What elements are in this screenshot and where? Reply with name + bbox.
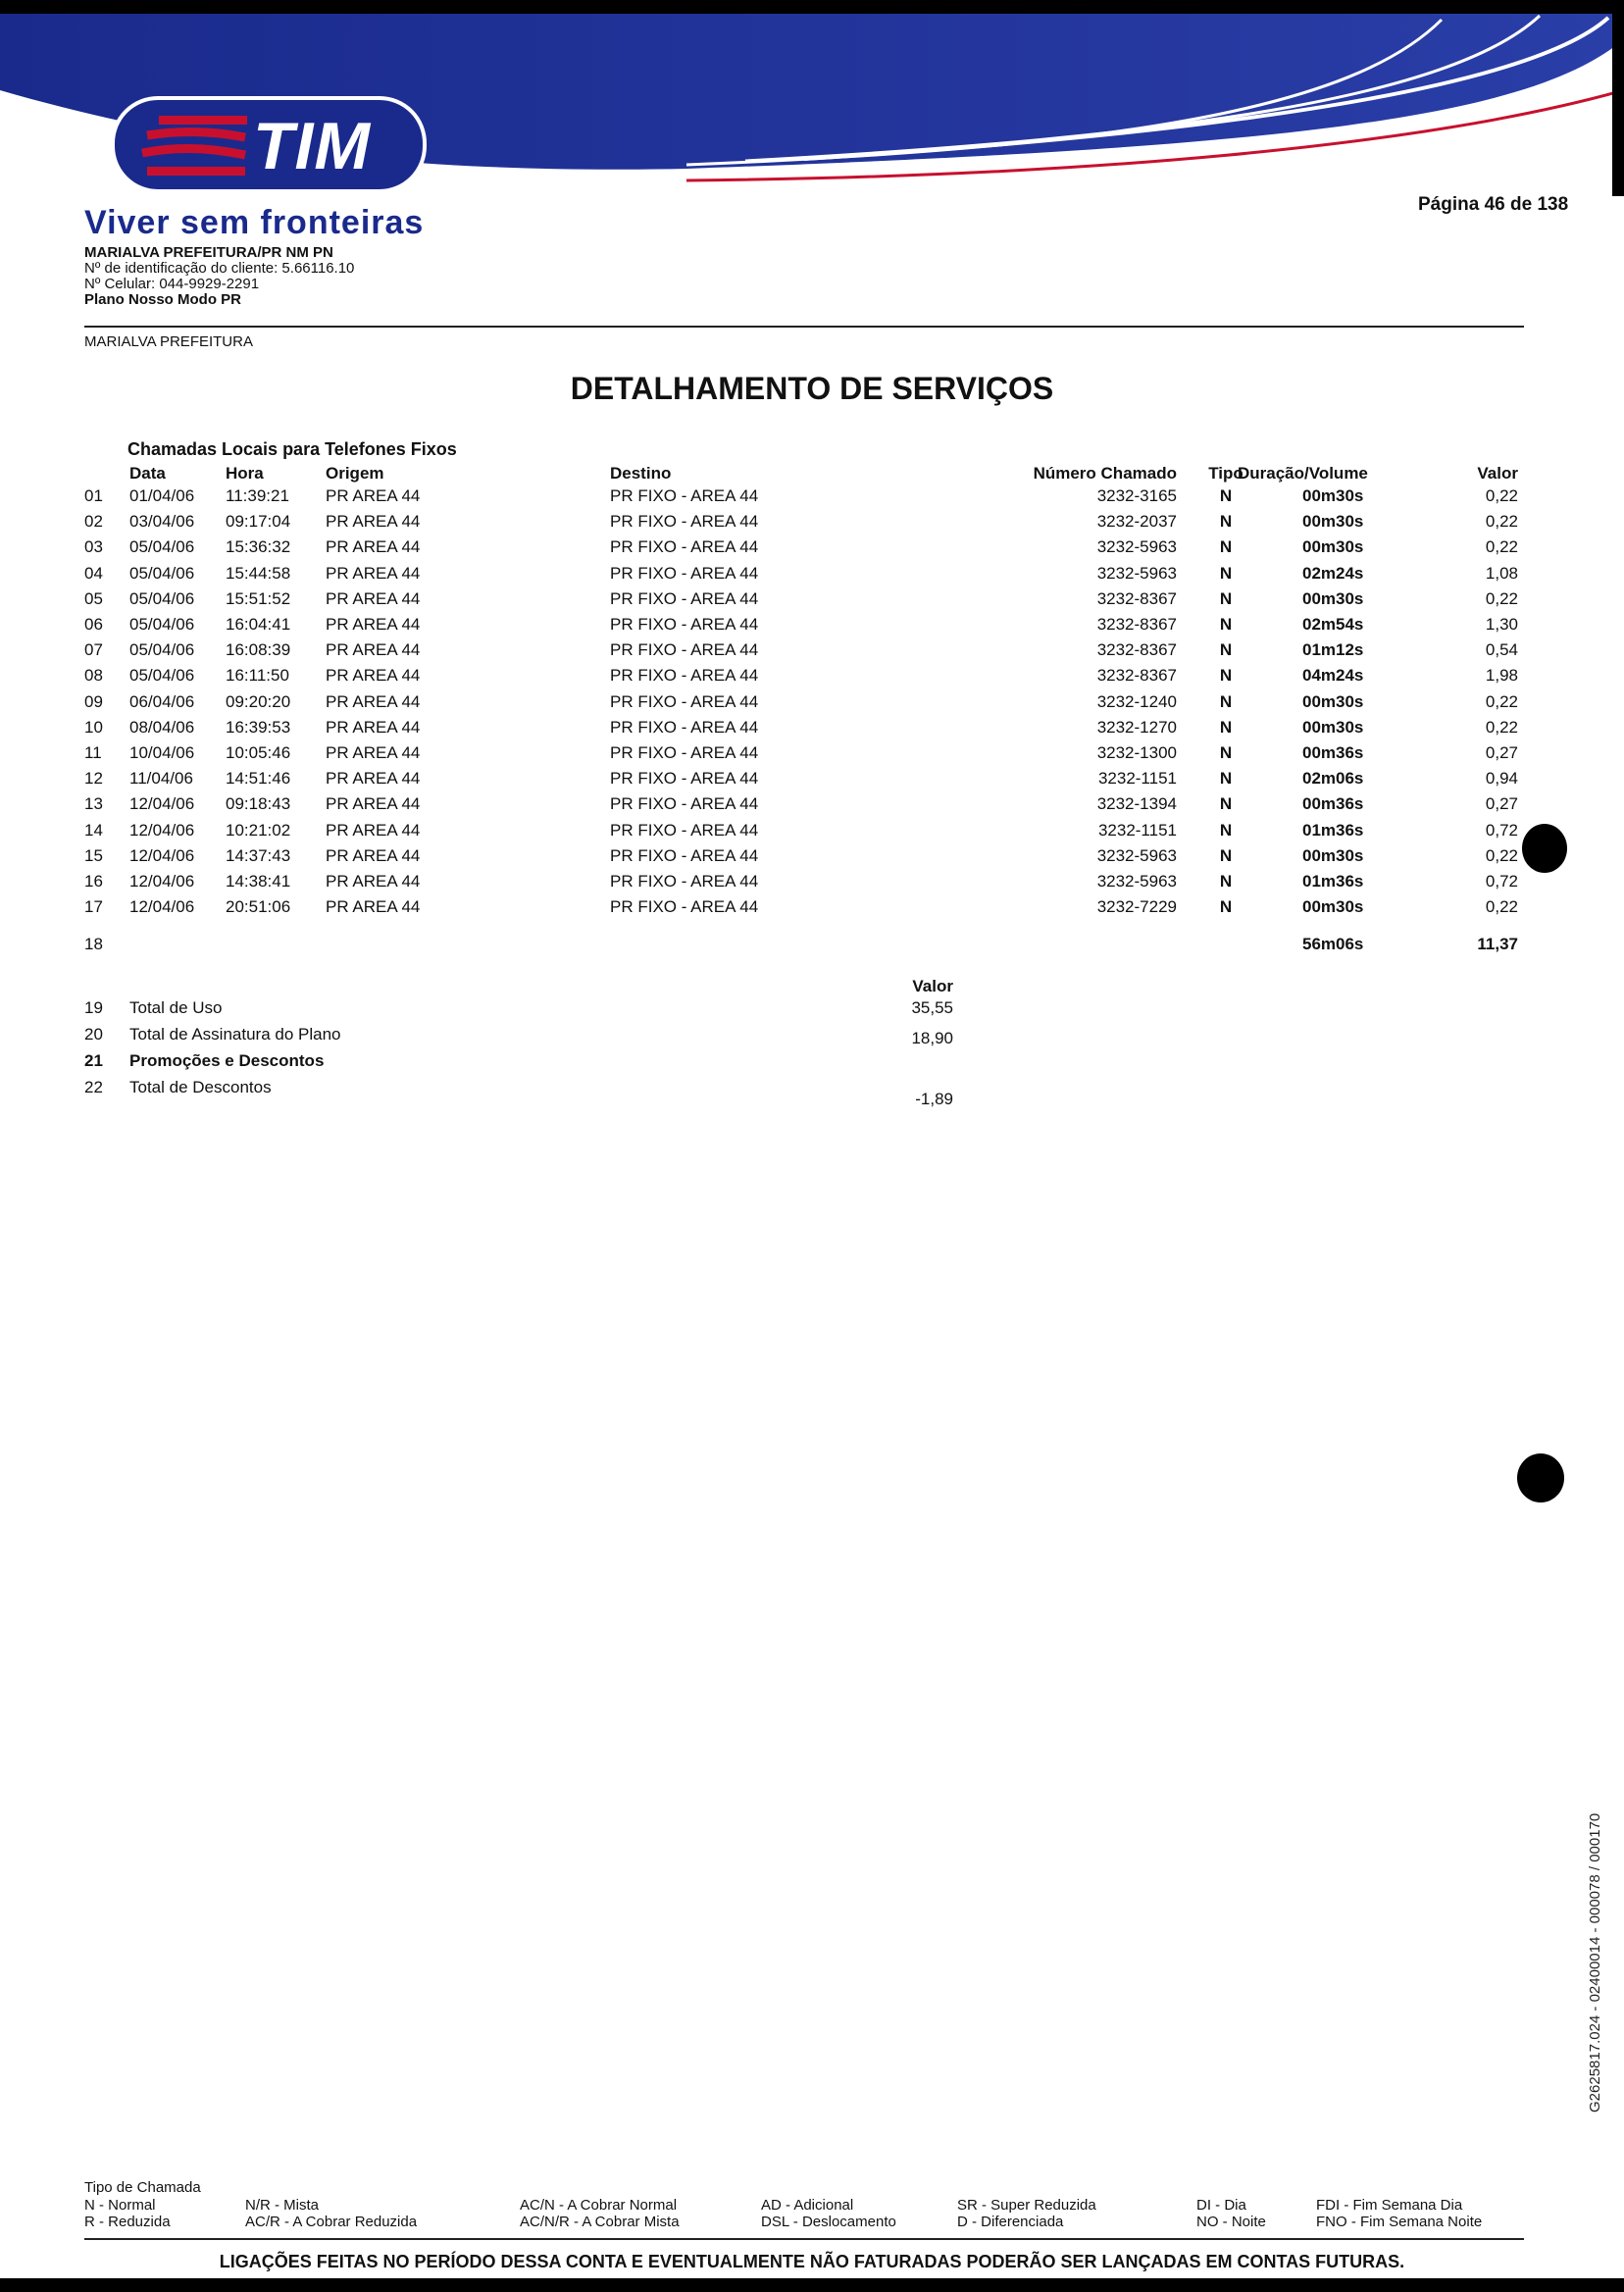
row-cell-valor: 0,94 [1485, 769, 1518, 789]
row-cell-destino: PR FIXO - AREA 44 [610, 512, 759, 532]
summary-row-value: 35,55 [911, 998, 953, 1017]
legend-item: N - Normal [84, 2197, 156, 2214]
row-cell-duracao: 00m30s [1302, 717, 1364, 737]
row-cell-destino: PR FIXO - AREA 44 [610, 769, 759, 789]
row-cell-n: 03 [84, 537, 103, 557]
row-cell-valor: 0,22 [1485, 717, 1518, 737]
row-cell-data: 05/04/06 [129, 563, 195, 583]
row-cell-numero: 3232-5963 [1096, 845, 1177, 865]
row-cell-tipo: N [1219, 640, 1233, 660]
row-cell-destino: PR FIXO - AREA 44 [610, 820, 759, 840]
row-cell-duracao: 01m36s [1302, 872, 1364, 891]
row-cell-data: 05/04/06 [129, 640, 195, 660]
col-header-origem: Origem [326, 464, 384, 483]
row-cell-tipo: N [1219, 563, 1233, 583]
footer-note: LIGAÇÕES FEITAS NO PERÍODO DESSA CONTA E EVENTUALMENTE NÃO FATURADAS PODERÃO SER LANÇADAS EM CONTAS FUTURAS. [219, 2252, 1405, 2271]
row-cell-duracao: 00m30s [1302, 537, 1364, 557]
col-header-destino: Destino [610, 464, 672, 483]
row-cell-n: 12 [84, 769, 103, 789]
row-cell-hora: 09:20:20 [226, 691, 291, 711]
row-cell-data: 05/04/06 [129, 666, 195, 686]
page-number: Página 46 de 138 [1418, 194, 1569, 215]
row-cell-origem: PR AREA 44 [326, 691, 421, 711]
row-cell-destino: PR FIXO - AREA 44 [610, 691, 759, 711]
row-cell-valor: 0,22 [1485, 897, 1518, 917]
row-cell-tipo: N [1219, 537, 1233, 557]
row-cell-n: 08 [84, 666, 103, 686]
row-cell-hora: 16:11:50 [226, 666, 289, 686]
row-cell-valor: 0,22 [1485, 588, 1518, 608]
row-cell-duracao: 00m36s [1302, 794, 1364, 814]
row-cell-destino: PR FIXO - AREA 44 [610, 563, 759, 583]
row-cell-origem: PR AREA 44 [326, 588, 421, 608]
row-cell-origem: PR AREA 44 [326, 512, 421, 532]
row-cell-destino: PR FIXO - AREA 44 [610, 486, 759, 505]
client-info [84, 245, 354, 308]
scan-dot [1517, 1453, 1564, 1503]
row-cell-n: 14 [84, 820, 103, 840]
client-phone: Nº Celular: 044-9929-2291 [84, 276, 260, 292]
row-cell-n: 01 [84, 486, 103, 505]
row-cell-origem: PR AREA 44 [326, 563, 421, 583]
row-cell-hora: 15:44:58 [226, 563, 291, 583]
row-cell-numero: 3232-1394 [1096, 794, 1177, 814]
row-cell-valor: 0,27 [1485, 743, 1518, 762]
row-cell-destino: PR FIXO - AREA 44 [610, 897, 759, 917]
legend-item: AD - Adicional [761, 2197, 854, 2214]
total-row-number: 18 [84, 935, 103, 953]
row-cell-numero: 3232-8367 [1096, 588, 1177, 608]
row-cell-hora: 15:36:32 [226, 537, 291, 557]
row-cell-valor: 0,72 [1485, 820, 1518, 840]
row-cell-hora: 09:17:04 [226, 512, 291, 532]
summary-row-label: Total de Uso [129, 998, 223, 1017]
row-cell-hora: 20:51:06 [226, 897, 291, 917]
legend-item: AC/N - A Cobrar Normal [520, 2197, 678, 2214]
row-cell-n: 13 [84, 794, 103, 814]
row-cell-n: 02 [84, 512, 103, 532]
col-header-duracao: Duração/Volume [1238, 464, 1368, 483]
client-company: MARIALVA PREFEITURA [84, 333, 253, 350]
row-cell-tipo: N [1219, 769, 1233, 789]
legend-item: R - Reduzida [84, 2214, 171, 2230]
row-cell-valor: 0,22 [1485, 537, 1518, 557]
row-cell-n: 17 [84, 897, 103, 917]
row-cell-destino: PR FIXO - AREA 44 [610, 537, 759, 557]
row-cell-origem: PR AREA 44 [326, 486, 421, 505]
row-cell-numero: 3232-8367 [1096, 666, 1177, 686]
row-cell-data: 12/04/06 [129, 845, 195, 865]
row-cell-tipo: N [1219, 615, 1233, 634]
row-cell-numero: 3232-5963 [1096, 537, 1177, 557]
row-cell-tipo: N [1219, 845, 1233, 865]
row-cell-tipo: N [1219, 872, 1233, 891]
row-cell-origem: PR AREA 44 [326, 615, 421, 634]
row-cell-duracao: 00m30s [1302, 512, 1364, 532]
row-cell-valor: 0,22 [1485, 691, 1518, 711]
row-cell-data: 08/04/06 [129, 717, 195, 737]
row-cell-hora: 09:18:43 [226, 794, 291, 814]
row-cell-tipo: N [1219, 794, 1233, 814]
legend-item: FDI - Fim Semana Dia [1316, 2197, 1463, 2214]
row-cell-data: 10/04/06 [129, 743, 195, 762]
row-cell-data: 12/04/06 [129, 794, 195, 814]
row-cell-numero: 3232-3165 [1096, 486, 1177, 505]
row-cell-duracao: 02m54s [1302, 615, 1364, 634]
row-cell-duracao: 00m30s [1302, 691, 1364, 711]
tagline: Viver sem fronteiras [84, 204, 425, 241]
legend-item: NO - Noite [1196, 2214, 1266, 2230]
row-cell-data: 12/04/06 [129, 820, 195, 840]
row-cell-destino: PR FIXO - AREA 44 [610, 794, 759, 814]
client-id: Nº de identificação do cliente: 5.66116.10 [84, 260, 355, 277]
row-cell-numero: 3232-5963 [1096, 872, 1177, 891]
total-row-duration: 56m06s [1302, 935, 1364, 953]
row-cell-origem: PR AREA 44 [326, 897, 421, 917]
row-cell-tipo: N [1219, 512, 1233, 532]
row-cell-tipo: N [1219, 897, 1233, 917]
summary-row-label: Total de Assinatura do Plano [129, 1025, 341, 1044]
row-cell-destino: PR FIXO - AREA 44 [610, 717, 759, 737]
header-rule [84, 326, 1524, 328]
row-cell-valor: 1,98 [1485, 666, 1518, 686]
row-cell-data: 11/04/06 [129, 769, 193, 789]
row-cell-tipo: N [1219, 666, 1233, 686]
document-title: DETALHAMENTO DE SERVIÇOS [570, 371, 1054, 406]
summary-row-number: 21 [84, 1051, 103, 1070]
row-cell-origem: PR AREA 44 [326, 666, 421, 686]
row-cell-tipo: N [1219, 691, 1233, 711]
row-cell-numero: 3232-1270 [1096, 717, 1177, 737]
row-cell-tipo: N [1219, 717, 1233, 737]
row-cell-n: 15 [84, 845, 103, 865]
row-cell-origem: PR AREA 44 [326, 743, 421, 762]
row-cell-origem: PR AREA 44 [326, 872, 421, 891]
row-cell-duracao: 01m36s [1302, 820, 1364, 840]
row-cell-n: 05 [84, 588, 103, 608]
row-cell-hora: 16:08:39 [226, 640, 291, 660]
row-cell-data: 05/04/06 [129, 615, 195, 634]
row-cell-valor: 1,30 [1485, 615, 1518, 634]
legend-item: DI - Dia [1196, 2197, 1246, 2214]
legend-item: AC/R - A Cobrar Reduzida [245, 2214, 418, 2230]
row-cell-origem: PR AREA 44 [326, 845, 421, 865]
summary-row-number: 22 [84, 1078, 103, 1096]
row-cell-destino: PR FIXO - AREA 44 [610, 640, 759, 660]
legend-item: AC/N/R - A Cobrar Mista [520, 2214, 680, 2230]
row-cell-n: 04 [84, 563, 103, 583]
row-cell-numero: 3232-8367 [1096, 640, 1177, 660]
row-cell-origem: PR AREA 44 [326, 794, 421, 814]
row-cell-duracao: 00m30s [1302, 845, 1364, 865]
row-cell-n: 07 [84, 640, 103, 660]
row-cell-numero: 3232-1151 [1097, 769, 1177, 789]
row-cell-data: 06/04/06 [129, 691, 195, 711]
legend-title: Tipo de Chamada [84, 2179, 201, 2196]
row-cell-duracao: 00m36s [1302, 743, 1364, 762]
row-cell-duracao: 02m06s [1302, 769, 1364, 789]
row-cell-hora: 14:51:46 [226, 769, 291, 789]
summary-row-number: 19 [84, 998, 103, 1017]
row-cell-data: 05/04/06 [129, 537, 195, 557]
row-cell-numero: 3232-1151 [1097, 820, 1177, 840]
row-cell-data: 01/04/06 [129, 486, 195, 505]
section-title: Chamadas Locais para Telefones Fixos [127, 439, 457, 459]
client-plan: Plano Nosso Modo PR [84, 291, 242, 308]
row-cell-hora: 16:04:41 [226, 615, 291, 634]
row-cell-tipo: N [1219, 743, 1233, 762]
summary-row-label: Total de Descontos [129, 1078, 272, 1096]
row-cell-destino: PR FIXO - AREA 44 [610, 845, 759, 865]
col-header-data: Data [129, 464, 166, 483]
row-cell-destino: PR FIXO - AREA 44 [610, 666, 759, 686]
row-cell-valor: 0,22 [1485, 512, 1518, 532]
row-cell-valor: 0,54 [1485, 640, 1518, 660]
row-cell-hora: 10:05:46 [226, 743, 291, 762]
brand-logo-text: TIM [253, 109, 372, 183]
row-cell-valor: 0,22 [1485, 486, 1518, 505]
row-cell-data: 05/04/06 [129, 588, 195, 608]
col-header-valor: Valor [1477, 464, 1518, 483]
row-cell-duracao: 01m12s [1302, 640, 1364, 660]
row-cell-tipo: N [1219, 588, 1233, 608]
row-cell-n: 06 [84, 615, 103, 634]
row-cell-data: 12/04/06 [129, 872, 195, 891]
row-cell-valor: 0,27 [1485, 794, 1518, 814]
header-banner [0, 0, 1624, 196]
total-row-value: 11,37 [1477, 935, 1518, 953]
row-cell-valor: 1,08 [1485, 563, 1518, 583]
row-cell-duracao: 02m24s [1302, 563, 1364, 583]
legend-item: FNO - Fim Semana Noite [1316, 2214, 1483, 2230]
col-header-tipo: Tipo [1208, 464, 1243, 483]
row-cell-n: 10 [84, 717, 103, 737]
side-barcode-text: G2625817.024 - 02400014 - 000078 / 000170 [1587, 1812, 1603, 2113]
bottom-border [0, 2278, 1624, 2292]
row-cell-hora: 11:39:21 [226, 486, 289, 505]
row-cell-tipo: N [1219, 486, 1233, 505]
row-cell-numero: 3232-7229 [1096, 897, 1177, 917]
row-cell-origem: PR AREA 44 [326, 769, 421, 789]
row-cell-n: 16 [84, 872, 103, 891]
row-cell-destino: PR FIXO - AREA 44 [610, 872, 759, 891]
row-cell-origem: PR AREA 44 [326, 640, 421, 660]
row-cell-n: 11 [84, 743, 102, 762]
row-cell-origem: PR AREA 44 [326, 820, 421, 840]
row-cell-destino: PR FIXO - AREA 44 [610, 743, 759, 762]
row-cell-numero: 3232-8367 [1096, 615, 1177, 634]
row-cell-valor: 0,72 [1485, 872, 1518, 891]
summary-row-number: 20 [84, 1025, 103, 1044]
row-cell-n: 09 [84, 691, 103, 711]
row-cell-numero: 3232-1240 [1096, 691, 1177, 711]
row-cell-duracao: 04m24s [1302, 666, 1364, 686]
row-cell-hora: 14:37:43 [226, 845, 291, 865]
row-cell-tipo: N [1219, 820, 1233, 840]
row-cell-destino: PR FIXO - AREA 44 [610, 588, 759, 608]
row-cell-origem: PR AREA 44 [326, 537, 421, 557]
legend-item: D - Diferenciada [957, 2214, 1064, 2230]
col-header-numero: Número Chamado [1033, 464, 1177, 483]
row-cell-valor: 0,22 [1485, 845, 1518, 865]
row-cell-destino: PR FIXO - AREA 44 [610, 615, 759, 634]
summary-row-label: Promoções e Descontos [129, 1051, 325, 1070]
row-cell-hora: 14:38:41 [226, 872, 291, 891]
summary-row-value: -1,89 [915, 1090, 953, 1108]
row-cell-hora: 10:21:02 [226, 820, 291, 840]
client-name: MARIALVA PREFEITURA/PR NM PN [84, 244, 333, 261]
row-cell-duracao: 00m30s [1302, 486, 1364, 505]
col-header-hora: Hora [226, 464, 264, 483]
scan-dot [1522, 824, 1567, 873]
row-cell-duracao: 00m30s [1302, 588, 1364, 608]
row-cell-hora: 16:39:53 [226, 717, 291, 737]
row-cell-origem: PR AREA 44 [326, 717, 421, 737]
legend-item: DSL - Deslocamento [761, 2214, 896, 2230]
legend-item: SR - Super Reduzida [957, 2197, 1096, 2214]
row-cell-hora: 15:51:52 [226, 588, 291, 608]
row-cell-data: 12/04/06 [129, 897, 195, 917]
row-cell-numero: 3232-5963 [1096, 563, 1177, 583]
row-cell-data: 03/04/06 [129, 512, 195, 532]
summary-row-value: 18,90 [911, 1029, 953, 1047]
footer-rule [84, 2238, 1524, 2240]
legend-item: N/R - Mista [245, 2197, 319, 2214]
summary-valor-header: Valor [912, 977, 953, 995]
row-cell-numero: 3232-2037 [1096, 512, 1177, 532]
row-cell-numero: 3232-1300 [1096, 743, 1177, 762]
row-cell-duracao: 00m30s [1302, 897, 1364, 917]
